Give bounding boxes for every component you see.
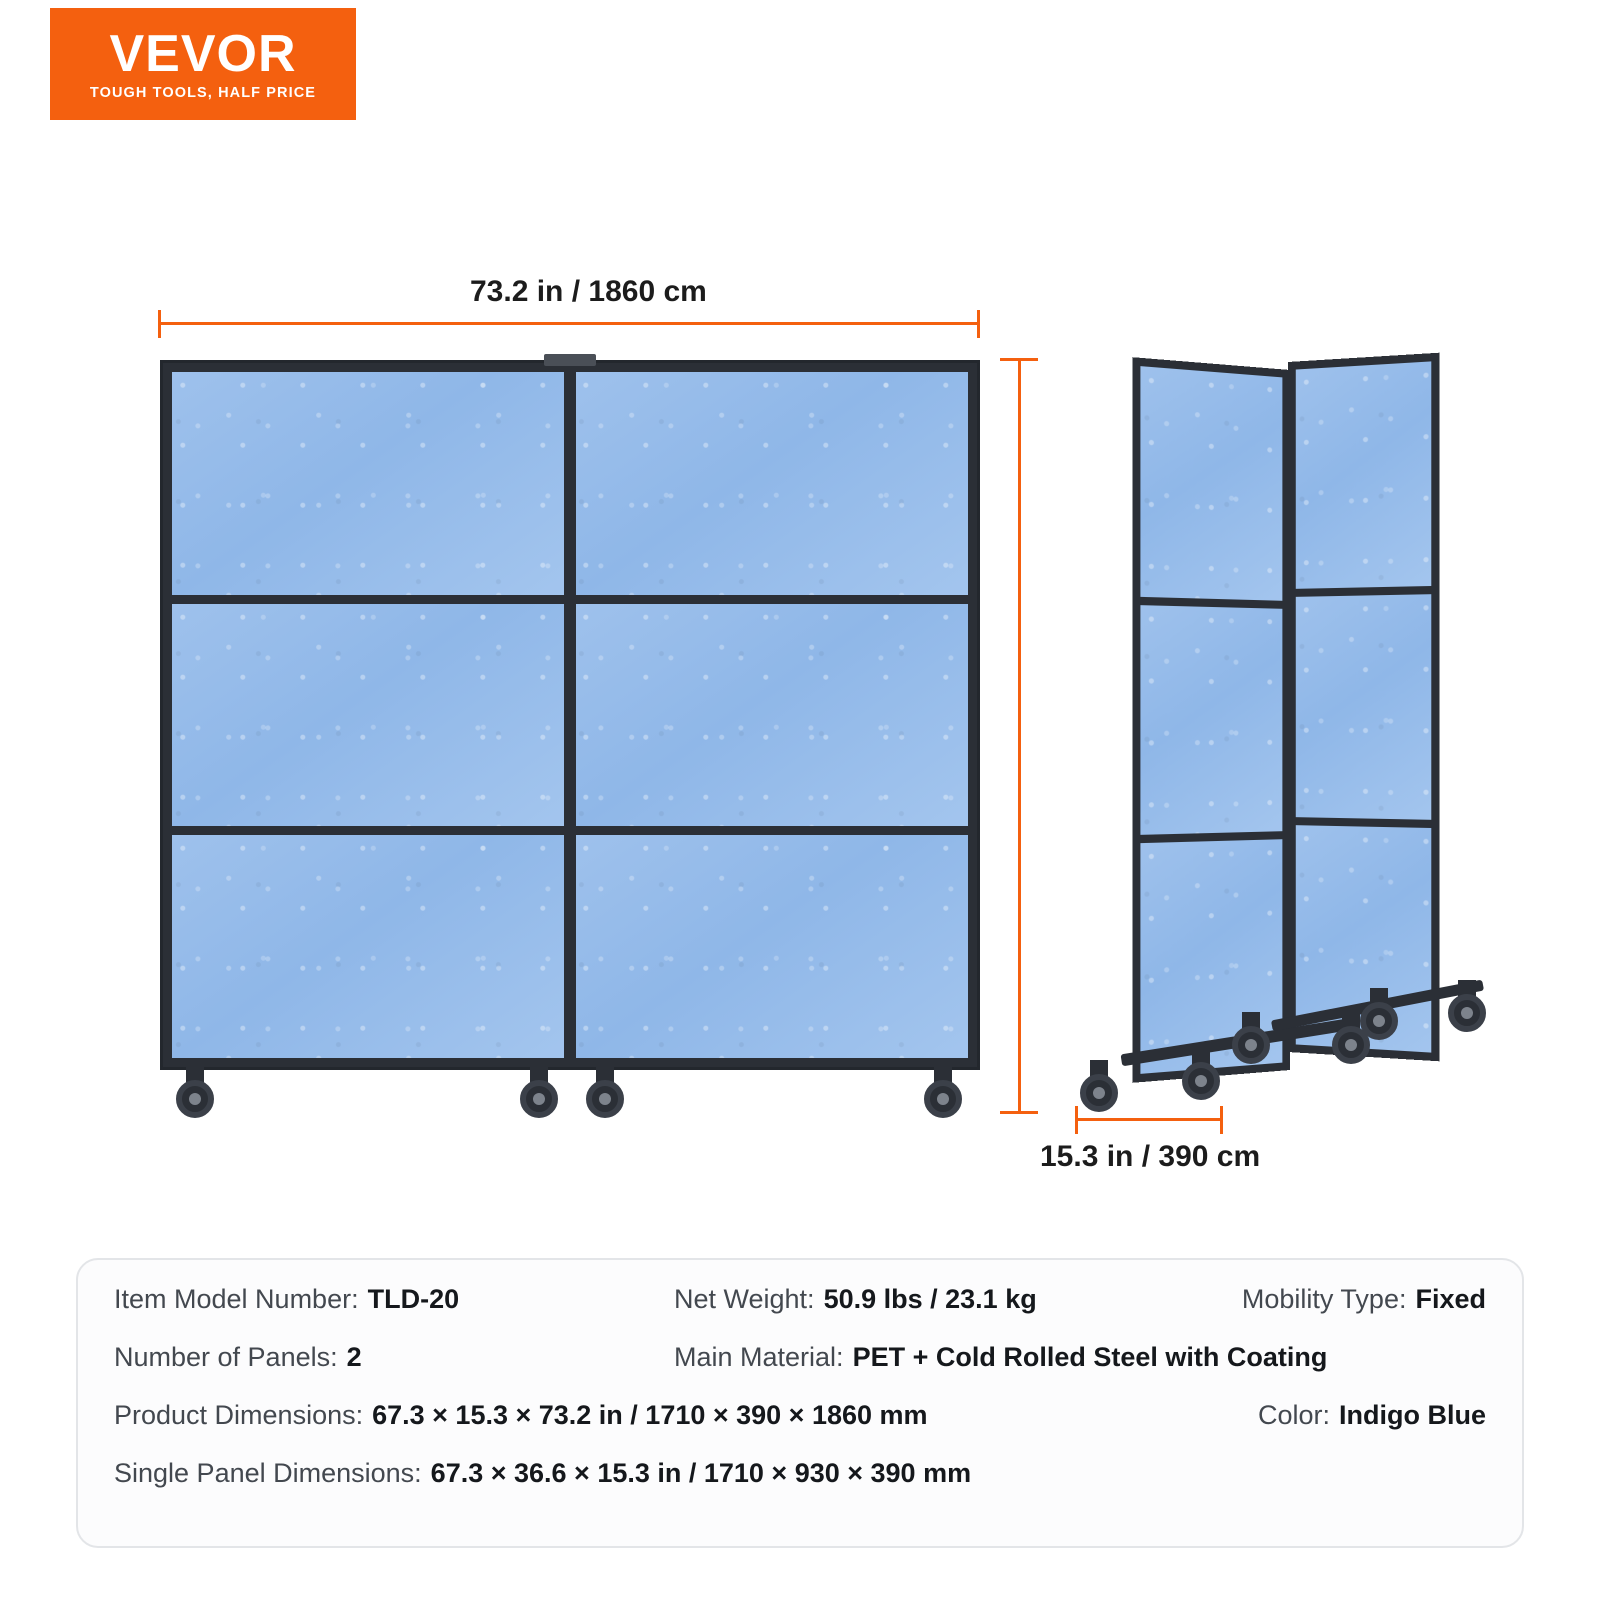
spec-row	[114, 1342, 1486, 1400]
height-dimension-tick-top	[1000, 358, 1038, 361]
brand-tagline: TOUGH TOOLS, HALF PRICE	[89, 84, 317, 101]
spec-row	[114, 1458, 1486, 1516]
depth-dimension-tick-right	[1220, 1106, 1223, 1134]
depth-dimension-line	[1075, 1118, 1223, 1121]
spec-value: TLD-20	[367, 1284, 460, 1314]
spec-label: Product Dimensions:	[114, 1400, 364, 1430]
spec-row	[114, 1400, 1486, 1458]
caster-wheel	[1076, 1060, 1122, 1112]
brand-name: VEVOR	[109, 24, 297, 83]
width-dimension-line	[158, 322, 980, 325]
spec-label: Number of Panels:	[114, 1342, 338, 1372]
caster-wheel	[1228, 1012, 1274, 1064]
panel-cell	[172, 604, 566, 827]
caster-wheel	[920, 1066, 966, 1118]
caster-wheel	[172, 1066, 218, 1118]
panel-leaf-left	[1132, 357, 1290, 1083]
depth-dimension-label: 15.3 in / 390 cm	[1040, 1140, 1261, 1173]
spec-label: Net Weight:	[674, 1284, 815, 1314]
spec-value: PET + Cold Rolled Steel with Coating	[852, 1342, 1328, 1372]
room-divider-angled-view	[1120, 360, 1450, 1080]
spec-label: Item Model Number:	[114, 1284, 359, 1314]
height-dimension-tick-bottom	[1000, 1111, 1038, 1114]
spec-item-net-weight	[674, 1284, 1242, 1315]
spec-item-main-material	[674, 1342, 1486, 1373]
spec-value: Fixed	[1415, 1284, 1486, 1314]
width-dimension-tick-right	[977, 310, 980, 338]
panel-cell	[1140, 605, 1282, 835]
caster-wheel	[1356, 988, 1402, 1040]
center-post	[564, 363, 576, 1067]
specification-card	[76, 1258, 1524, 1548]
spec-value: Indigo Blue	[1339, 1400, 1486, 1430]
spec-value: 67.3 × 15.3 × 73.2 in / 1710 × 390 × 1860 mm	[372, 1400, 928, 1430]
height-dimension-line	[1018, 358, 1021, 1114]
panel-cell	[1140, 366, 1282, 600]
panel-cell	[575, 604, 969, 827]
room-divider-front-view	[160, 360, 980, 1070]
spec-row	[114, 1284, 1486, 1342]
spec-item-product-dimensions	[114, 1400, 1258, 1431]
spec-item-model-number	[114, 1284, 674, 1315]
spec-value: 2	[346, 1342, 362, 1372]
spec-label: Color:	[1257, 1400, 1331, 1430]
panel-cell	[1296, 361, 1432, 589]
caster-wheel	[1444, 980, 1490, 1032]
panel-leaf-right	[1288, 353, 1439, 1062]
panel-cell	[172, 835, 566, 1058]
caster-wheel	[1178, 1048, 1224, 1100]
width-dimension-tick-left	[158, 310, 161, 338]
panel-cell	[1296, 595, 1432, 820]
spec-label: Mobility Type:	[1241, 1284, 1407, 1314]
spec-value: 67.3 × 36.6 × 15.3 in / 1710 × 930 × 390 mm	[430, 1458, 972, 1488]
caster-wheel	[516, 1066, 562, 1118]
spec-item-single-panel-dimensions	[114, 1458, 971, 1489]
spec-label: Main Material:	[674, 1342, 844, 1372]
spec-item-number-of-panels	[114, 1342, 674, 1373]
caster-wheel	[582, 1066, 628, 1118]
panel-cell	[575, 372, 969, 595]
panel-cell	[172, 372, 566, 595]
top-connector-cap	[544, 354, 596, 366]
panel-cell	[575, 835, 969, 1058]
spec-value: 50.9 lbs / 23.1 kg	[823, 1284, 1037, 1314]
spec-item-mobility-type	[1242, 1284, 1486, 1315]
spec-label: Single Panel Dimensions:	[114, 1458, 422, 1488]
spec-item-color	[1258, 1400, 1486, 1431]
width-dimension-label: 73.2 in / 1860 cm	[470, 275, 707, 308]
